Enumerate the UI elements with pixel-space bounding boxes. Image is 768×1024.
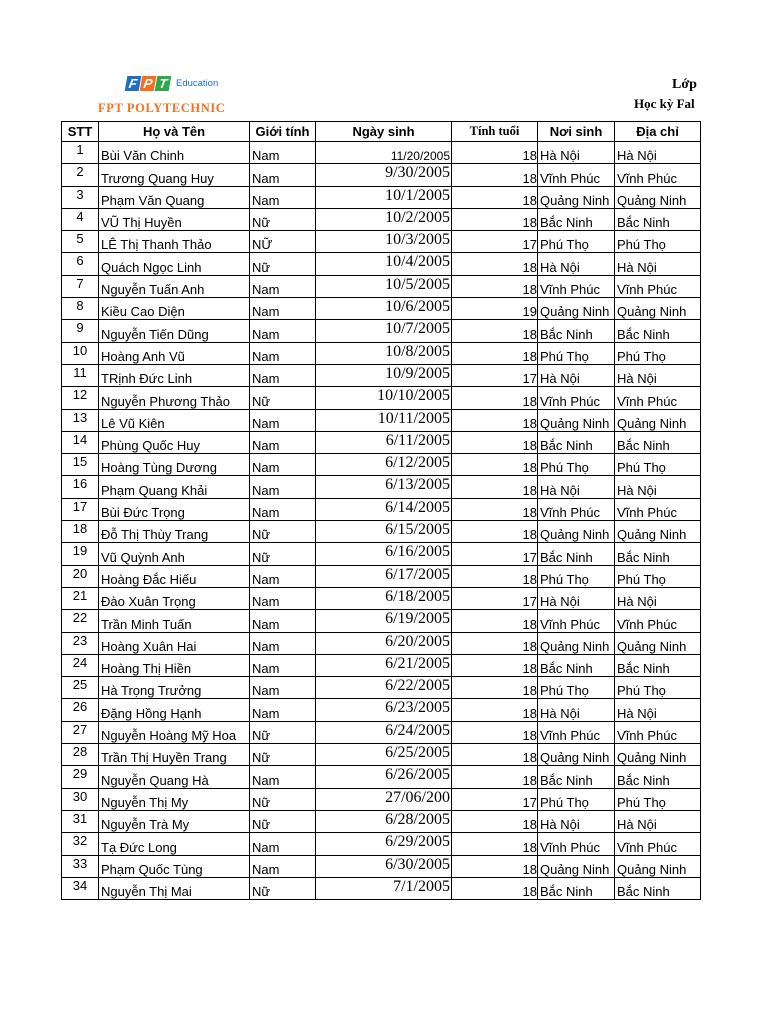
cell-stt: 26: [62, 699, 99, 721]
table-row: [62, 744, 701, 766]
table-row: [62, 810, 701, 832]
cell-address: Quảng Ninh: [615, 409, 701, 431]
cell-name: Trần Minh Tuấn: [99, 610, 250, 632]
cell-address: Vĩnh Phúc: [615, 164, 701, 186]
cell-name: Nguyễn Trà My: [99, 810, 250, 832]
header-dob: Ngày sinh: [316, 122, 452, 142]
table-row: [62, 275, 701, 297]
cell-sex: Nam: [250, 855, 316, 877]
cell-dob: 10/9/2005: [316, 364, 452, 386]
cell-age: 17: [452, 231, 538, 253]
cell-stt: 2: [62, 164, 99, 186]
header-sex: Giới tính: [250, 122, 316, 142]
cell-dob: 10/3/2005: [316, 231, 452, 253]
cell-dob: 6/11/2005: [316, 431, 452, 453]
cell-address: Quảng Ninh: [615, 186, 701, 208]
cell-birthplace: Vĩnh Phúc: [538, 275, 615, 297]
table-row: [62, 632, 701, 654]
cell-birthplace: Quảng Ninh: [538, 521, 615, 543]
cell-sex: Nữ: [250, 253, 316, 275]
cell-sex: Nam: [250, 186, 316, 208]
cell-age: 18: [452, 320, 538, 342]
cell-sex: Nam: [250, 677, 316, 699]
cell-birthplace: Phú Thọ: [538, 677, 615, 699]
cell-age: 18: [452, 431, 538, 453]
cell-age: 18: [452, 454, 538, 476]
cell-stt: 10: [62, 342, 99, 364]
cell-stt: 22: [62, 610, 99, 632]
cell-name: Đỗ Thị Thùy Trang: [99, 521, 250, 543]
cell-age: 17: [452, 543, 538, 565]
cell-stt: 4: [62, 208, 99, 230]
cell-dob: 6/30/2005: [316, 855, 452, 877]
cell-stt: 5: [62, 231, 99, 253]
cell-sex: NỮ: [250, 231, 316, 253]
table-row: [62, 454, 701, 476]
cell-name: Nguyễn Thị Mai: [99, 877, 250, 899]
cell-name: Hoàng Đắc Hiếu: [99, 565, 250, 587]
table-row: [62, 253, 701, 275]
table-row: [62, 587, 701, 609]
cell-dob: 6/18/2005: [316, 587, 452, 609]
cell-age: 18: [452, 409, 538, 431]
table-row: [62, 387, 701, 409]
cell-address: Phú Thọ: [615, 788, 701, 810]
cell-name: Phạm Quang Khải: [99, 476, 250, 498]
cell-name: Nguyễn Hoàng Mỹ Hoa: [99, 721, 250, 743]
header-stt: STT: [62, 122, 99, 142]
cell-address: Bắc Ninh: [615, 543, 701, 565]
cell-address: Quảng Ninh: [615, 744, 701, 766]
cell-age: 18: [452, 877, 538, 899]
cell-sex: Nam: [250, 699, 316, 721]
cell-birthplace: Quảng Ninh: [538, 298, 615, 320]
cell-sex: Nam: [250, 587, 316, 609]
table-row: [62, 476, 701, 498]
cell-sex: Nữ: [250, 543, 316, 565]
header-birthplace: Nơi sinh: [538, 122, 615, 142]
cell-stt: 30: [62, 788, 99, 810]
cell-sex: Nam: [250, 476, 316, 498]
cell-birthplace: Bắc Ninh: [538, 654, 615, 676]
cell-stt: 13: [62, 409, 99, 431]
cell-sex: Nam: [250, 431, 316, 453]
cell-address: Phú Thọ: [615, 454, 701, 476]
cell-stt: 11: [62, 364, 99, 386]
logo-letter-f: F: [125, 76, 142, 91]
cell-address: Quảng Ninh: [615, 298, 701, 320]
cell-birthplace: Quảng Ninh: [538, 744, 615, 766]
cell-dob: 6/14/2005: [316, 498, 452, 520]
cell-age: 18: [452, 521, 538, 543]
cell-name: Hoàng Anh Vũ: [99, 342, 250, 364]
fpt-letter-blocks: [126, 76, 170, 91]
cell-age: 18: [452, 275, 538, 297]
cell-address: Bắc Ninh: [615, 766, 701, 788]
cell-sex: Nam: [250, 342, 316, 364]
table-header-row: [62, 122, 701, 142]
cell-birthplace: Hà Nội: [538, 699, 615, 721]
cell-dob: 6/16/2005: [316, 543, 452, 565]
cell-dob: 6/23/2005: [316, 699, 452, 721]
cell-sex: Nam: [250, 275, 316, 297]
cell-stt: 19: [62, 543, 99, 565]
cell-sex: Nam: [250, 142, 316, 164]
cell-age: 18: [452, 699, 538, 721]
cell-stt: 29: [62, 766, 99, 788]
cell-dob: 6/15/2005: [316, 521, 452, 543]
table-row: [62, 543, 701, 565]
cell-dob: 6/24/2005: [316, 721, 452, 743]
cell-dob: 6/21/2005: [316, 654, 452, 676]
logo-letter-t: T: [155, 76, 172, 91]
cell-sex: Nam: [250, 498, 316, 520]
cell-sex: Nữ: [250, 208, 316, 230]
table-row: [62, 342, 701, 364]
cell-birthplace: Hà Nội: [538, 476, 615, 498]
cell-age: 18: [452, 855, 538, 877]
cell-dob: 10/1/2005: [316, 186, 452, 208]
cell-stt: 7: [62, 275, 99, 297]
cell-age: 18: [452, 565, 538, 587]
cell-birthplace: Hà Nội: [538, 364, 615, 386]
cell-birthplace: Bắc Ninh: [538, 877, 615, 899]
cell-address: Hà Nội: [615, 364, 701, 386]
cell-birthplace: Bắc Ninh: [538, 766, 615, 788]
cell-name: Đào Xuân Trọng: [99, 587, 250, 609]
cell-dob: 6/25/2005: [316, 744, 452, 766]
cell-name: Nguyễn Tuấn Anh: [99, 275, 250, 297]
cell-dob: 6/29/2005: [316, 833, 452, 855]
cell-age: 18: [452, 744, 538, 766]
cell-stt: 32: [62, 833, 99, 855]
cell-address: Bắc Ninh: [615, 654, 701, 676]
table-row: [62, 721, 701, 743]
cell-sex: Nam: [250, 833, 316, 855]
table-row: [62, 699, 701, 721]
cell-stt: 20: [62, 565, 99, 587]
cell-birthplace: Hà Nội: [538, 142, 615, 164]
cell-name: Đặng Hồng Hạnh: [99, 699, 250, 721]
cell-stt: 3: [62, 186, 99, 208]
cell-stt: 31: [62, 810, 99, 832]
cell-birthplace: Bắc Ninh: [538, 320, 615, 342]
cell-address: Phú Thọ: [615, 231, 701, 253]
cell-birthplace: Quảng Ninh: [538, 855, 615, 877]
table-row: [62, 877, 701, 899]
cell-birthplace: Quảng Ninh: [538, 186, 615, 208]
cell-dob: 10/10/2005: [316, 387, 452, 409]
cell-name: Lê Vũ Kiên: [99, 409, 250, 431]
cell-address: Hà Nội: [615, 699, 701, 721]
cell-address: Quảng Ninh: [615, 855, 701, 877]
cell-birthplace: Bắc Ninh: [538, 208, 615, 230]
cell-age: 17: [452, 788, 538, 810]
cell-name: Hà Trọng Trưởng: [99, 677, 250, 699]
cell-birthplace: Bắc Ninh: [538, 431, 615, 453]
cell-sex: Nam: [250, 298, 316, 320]
cell-sex: Nam: [250, 409, 316, 431]
cell-dob: 11/20/2005: [316, 142, 452, 164]
cell-name: Nguyễn Quang Hà: [99, 766, 250, 788]
cell-stt: 18: [62, 521, 99, 543]
cell-name: Hoàng Thị Hiền: [99, 654, 250, 676]
cell-dob: 10/11/2005: [316, 409, 452, 431]
cell-address: Bắc Ninh: [615, 877, 701, 899]
cell-name: Trần Thị Huyền Trang: [99, 744, 250, 766]
cell-dob: 6/19/2005: [316, 610, 452, 632]
cell-age: 18: [452, 164, 538, 186]
cell-name: Nguyễn Tiến Dũng: [99, 320, 250, 342]
cell-birthplace: Phú Thọ: [538, 788, 615, 810]
table-row: [62, 498, 701, 520]
table-row: [62, 766, 701, 788]
table-row: [62, 610, 701, 632]
cell-name: Nguyễn Phương Thảo: [99, 387, 250, 409]
cell-age: 18: [452, 766, 538, 788]
header-address: Địa chỉ: [615, 122, 701, 142]
cell-birthplace: Vĩnh Phúc: [538, 721, 615, 743]
cell-birthplace: Vĩnh Phúc: [538, 498, 615, 520]
cell-birthplace: Vĩnh Phúc: [538, 387, 615, 409]
cell-sex: Nữ: [250, 721, 316, 743]
cell-stt: 15: [62, 454, 99, 476]
cell-age: 18: [452, 721, 538, 743]
cell-address: Hà Nội: [615, 142, 701, 164]
cell-address: Vĩnh Phúc: [615, 275, 701, 297]
cell-stt: 8: [62, 298, 99, 320]
cell-birthplace: Phú Thọ: [538, 342, 615, 364]
cell-age: 18: [452, 342, 538, 364]
cell-name: Trương Quang Huy: [99, 164, 250, 186]
cell-dob: 10/4/2005: [316, 253, 452, 275]
cell-sex: Nữ: [250, 877, 316, 899]
cell-name: Nguyễn Thị My: [99, 788, 250, 810]
cell-stt: 34: [62, 877, 99, 899]
cell-address: Hà Nội: [615, 587, 701, 609]
cell-age: 17: [452, 364, 538, 386]
cell-sex: Nam: [250, 364, 316, 386]
cell-stt: 33: [62, 855, 99, 877]
cell-dob: 10/6/2005: [316, 298, 452, 320]
cell-sex: Nữ: [250, 387, 316, 409]
cell-sex: Nam: [250, 766, 316, 788]
cell-stt: 9: [62, 320, 99, 342]
table-body: [62, 142, 701, 900]
cell-sex: Nam: [250, 632, 316, 654]
header-age: Tính tuổi: [452, 122, 538, 142]
cell-stt: 16: [62, 476, 99, 498]
cell-address: Hà Nội: [615, 253, 701, 275]
cell-age: 18: [452, 677, 538, 699]
cell-birthplace: Bắc Ninh: [538, 543, 615, 565]
cell-name: Tạ Đức Long: [99, 833, 250, 855]
cell-age: 18: [452, 498, 538, 520]
cell-age: 18: [452, 810, 538, 832]
cell-stt: 14: [62, 431, 99, 453]
cell-name: Hoàng Tùng Dương: [99, 454, 250, 476]
cell-address: Bắc Ninh: [615, 208, 701, 230]
table-row: [62, 409, 701, 431]
cell-age: 18: [452, 476, 538, 498]
cell-name: Phạm Văn Quang: [99, 186, 250, 208]
cell-age: 18: [452, 610, 538, 632]
logo-polytechnic-text: FPT POLYTECHNIC: [98, 101, 226, 115]
cell-stt: 23: [62, 632, 99, 654]
cell-name: LÊ Thị Thanh Thảo: [99, 231, 250, 253]
cell-birthplace: Quảng Ninh: [538, 409, 615, 431]
semester-title: Học kỳ Fal: [634, 96, 695, 111]
cell-sex: Nam: [250, 565, 316, 587]
cell-dob: 6/22/2005: [316, 677, 452, 699]
cell-stt: 25: [62, 677, 99, 699]
class-title: Lớp: [672, 77, 697, 92]
cell-name: VŨ Thị Huyền: [99, 208, 250, 230]
table-row: [62, 164, 701, 186]
cell-dob: 6/26/2005: [316, 766, 452, 788]
cell-birthplace: Hà Nội: [538, 253, 615, 275]
cell-stt: 12: [62, 387, 99, 409]
cell-dob: 6/28/2005: [316, 810, 452, 832]
table-row: [62, 431, 701, 453]
cell-age: 18: [452, 253, 538, 275]
cell-dob: 10/8/2005: [316, 342, 452, 364]
cell-age: 18: [452, 142, 538, 164]
cell-address: Phú Thọ: [615, 342, 701, 364]
cell-name: Bùi Văn Chinh: [99, 142, 250, 164]
cell-age: 17: [452, 587, 538, 609]
cell-address: Phú Thọ: [615, 565, 701, 587]
table-row: [62, 320, 701, 342]
cell-name: TRịnh Đức Linh: [99, 364, 250, 386]
cell-sex: Nam: [250, 654, 316, 676]
table-row: [62, 855, 701, 877]
cell-sex: Nữ: [250, 810, 316, 832]
cell-name: Bùi Đức Trọng: [99, 498, 250, 520]
cell-sex: Nữ: [250, 521, 316, 543]
cell-address: Vĩnh Phúc: [615, 387, 701, 409]
cell-dob: 9/30/2005: [316, 164, 452, 186]
cell-dob: 27/06/200: [316, 788, 452, 810]
table-row: [62, 231, 701, 253]
cell-name: Kiều Cao Diện: [99, 298, 250, 320]
cell-address: Vĩnh Phúc: [615, 721, 701, 743]
cell-stt: 27: [62, 721, 99, 743]
cell-sex: Nữ: [250, 788, 316, 810]
cell-birthplace: Vĩnh Phúc: [538, 164, 615, 186]
table-row: [62, 565, 701, 587]
table-row: [62, 364, 701, 386]
table-row: [62, 833, 701, 855]
cell-sex: Nam: [250, 454, 316, 476]
cell-age: 18: [452, 208, 538, 230]
table-row: [62, 677, 701, 699]
cell-stt: 24: [62, 654, 99, 676]
cell-age: 18: [452, 387, 538, 409]
table-row: [62, 208, 701, 230]
cell-age: 18: [452, 654, 538, 676]
cell-age: 18: [452, 186, 538, 208]
logo-letter-p: P: [140, 76, 157, 91]
table-row: [62, 788, 701, 810]
cell-address: Bắc Ninh: [615, 320, 701, 342]
cell-address: Bắc Ninh: [615, 431, 701, 453]
cell-stt: 1: [62, 142, 99, 164]
cell-name: Quách Ngọc Linh: [99, 253, 250, 275]
cell-dob: 10/5/2005: [316, 275, 452, 297]
cell-birthplace: Vĩnh Phúc: [538, 833, 615, 855]
cell-address: Vĩnh Phúc: [615, 610, 701, 632]
cell-name: Hoàng Xuân Hai: [99, 632, 250, 654]
cell-address: Hà Nội: [615, 476, 701, 498]
header-name: Họ và Tên: [99, 122, 250, 142]
cell-address: Hà Nội: [615, 810, 701, 832]
cell-birthplace: Phú Thọ: [538, 231, 615, 253]
cell-dob: 6/12/2005: [316, 454, 452, 476]
cell-sex: Nam: [250, 320, 316, 342]
logo-education-text: Education: [176, 78, 219, 89]
cell-birthplace: Hà Nội: [538, 810, 615, 832]
cell-birthplace: Vĩnh Phúc: [538, 610, 615, 632]
cell-dob: 10/2/2005: [316, 208, 452, 230]
cell-name: Phùng Quốc Huy: [99, 431, 250, 453]
cell-name: Phạm Quốc Tùng: [99, 855, 250, 877]
cell-dob: 6/17/2005: [316, 565, 452, 587]
fpt-logo: [98, 76, 258, 118]
cell-age: 18: [452, 632, 538, 654]
cell-birthplace: Phú Thọ: [538, 565, 615, 587]
cell-address: Phú Thọ: [615, 677, 701, 699]
cell-birthplace: Quảng Ninh: [538, 632, 615, 654]
cell-stt: 17: [62, 498, 99, 520]
cell-address: Vĩnh Phúc: [615, 833, 701, 855]
cell-sex: Nam: [250, 610, 316, 632]
table-row: [62, 298, 701, 320]
cell-sex: Nam: [250, 164, 316, 186]
cell-dob: 6/13/2005: [316, 476, 452, 498]
cell-birthplace: Phú Thọ: [538, 454, 615, 476]
cell-name: Vũ Quỳnh Anh: [99, 543, 250, 565]
cell-age: 18: [452, 833, 538, 855]
cell-address: Vĩnh Phúc: [615, 498, 701, 520]
cell-stt: 28: [62, 744, 99, 766]
student-table: [61, 121, 701, 900]
cell-address: Quảng Ninh: [615, 521, 701, 543]
cell-age: 19: [452, 298, 538, 320]
cell-address: Quảng Ninh: [615, 632, 701, 654]
cell-sex: Nữ: [250, 744, 316, 766]
cell-stt: 21: [62, 587, 99, 609]
table-row: [62, 186, 701, 208]
table-row: [62, 654, 701, 676]
cell-dob: 10/7/2005: [316, 320, 452, 342]
cell-stt: 6: [62, 253, 99, 275]
table-row: [62, 521, 701, 543]
cell-dob: 7/1/2005: [316, 877, 452, 899]
table-row: [62, 142, 701, 164]
cell-birthplace: Hà Nội: [538, 587, 615, 609]
cell-dob: 6/20/2005: [316, 632, 452, 654]
